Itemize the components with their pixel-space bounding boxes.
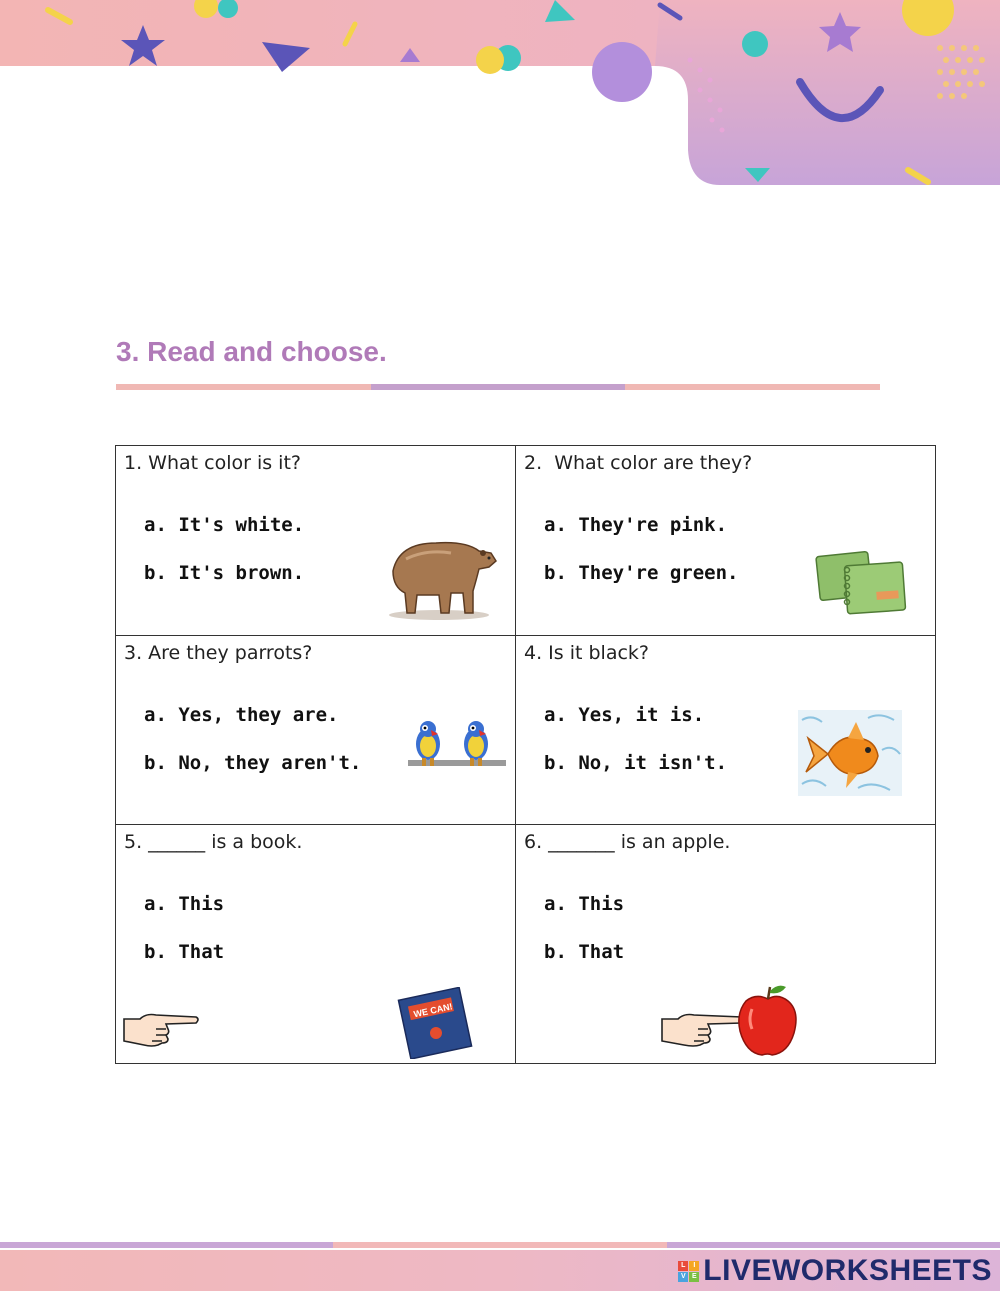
option-b[interactable]: b. No, they aren't. xyxy=(144,752,362,774)
confetti-decoration xyxy=(0,0,1000,185)
option-a[interactable]: a. Yes, they are. xyxy=(144,704,339,726)
question-cell-3 xyxy=(116,636,516,825)
question-cell-1 xyxy=(116,446,516,636)
book-picture xyxy=(396,987,478,1059)
logo-letter: V xyxy=(678,1272,688,1282)
question-cell-4 xyxy=(516,636,936,825)
title-divider xyxy=(116,384,880,390)
question-text: 4. Is it black? xyxy=(524,642,649,664)
option-a[interactable]: a. They're pink. xyxy=(544,514,728,536)
option-a[interactable]: a. It's white. xyxy=(144,514,305,536)
pointing-hand-icon xyxy=(122,1009,200,1049)
option-a[interactable]: a. Yes, it is. xyxy=(544,704,705,726)
logo-letter: L xyxy=(678,1261,688,1271)
svg-text:WE CAN!: WE CAN! xyxy=(412,1001,454,1020)
option-b[interactable]: b. It's brown. xyxy=(144,562,305,584)
quiz-table xyxy=(115,445,936,1064)
question-text: 5. ______ is a book. xyxy=(124,831,303,853)
question-cell-5 xyxy=(116,825,516,1064)
logo-letter: E xyxy=(689,1272,699,1282)
question-text: 1. What color is it? xyxy=(124,452,301,474)
option-b[interactable]: b. No, it isn't. xyxy=(544,752,728,774)
green-notebooks-picture xyxy=(814,548,912,618)
bear-picture xyxy=(381,531,501,621)
brand-name: LIVEWORKSHEETS xyxy=(703,1254,992,1287)
question-text: 3. Are they parrots? xyxy=(124,642,313,664)
option-a[interactable]: a. This xyxy=(144,893,225,915)
pointing-hand-and-apple-picture xyxy=(660,983,806,1061)
option-b[interactable]: b. That xyxy=(144,941,225,963)
section-title: 3. Read and choose. xyxy=(116,336,387,367)
question-text: 6. _______ is an apple. xyxy=(524,831,731,853)
question-cell-6 xyxy=(516,825,936,1064)
logo-letter: I xyxy=(689,1261,699,1271)
footer-divider xyxy=(0,1242,1000,1248)
option-a[interactable]: a. This xyxy=(544,893,625,915)
question-text: 2. What color are they? xyxy=(524,452,753,474)
liveworksheets-logo-icon xyxy=(678,1261,699,1282)
goldfish-picture xyxy=(798,710,902,796)
option-b[interactable]: b. That xyxy=(544,941,625,963)
two-parrots-picture xyxy=(406,720,508,778)
header-banner xyxy=(0,0,1000,185)
option-b[interactable]: b. They're green. xyxy=(544,562,739,584)
question-cell-2 xyxy=(516,446,936,636)
brand-logo[interactable] xyxy=(678,1254,992,1288)
